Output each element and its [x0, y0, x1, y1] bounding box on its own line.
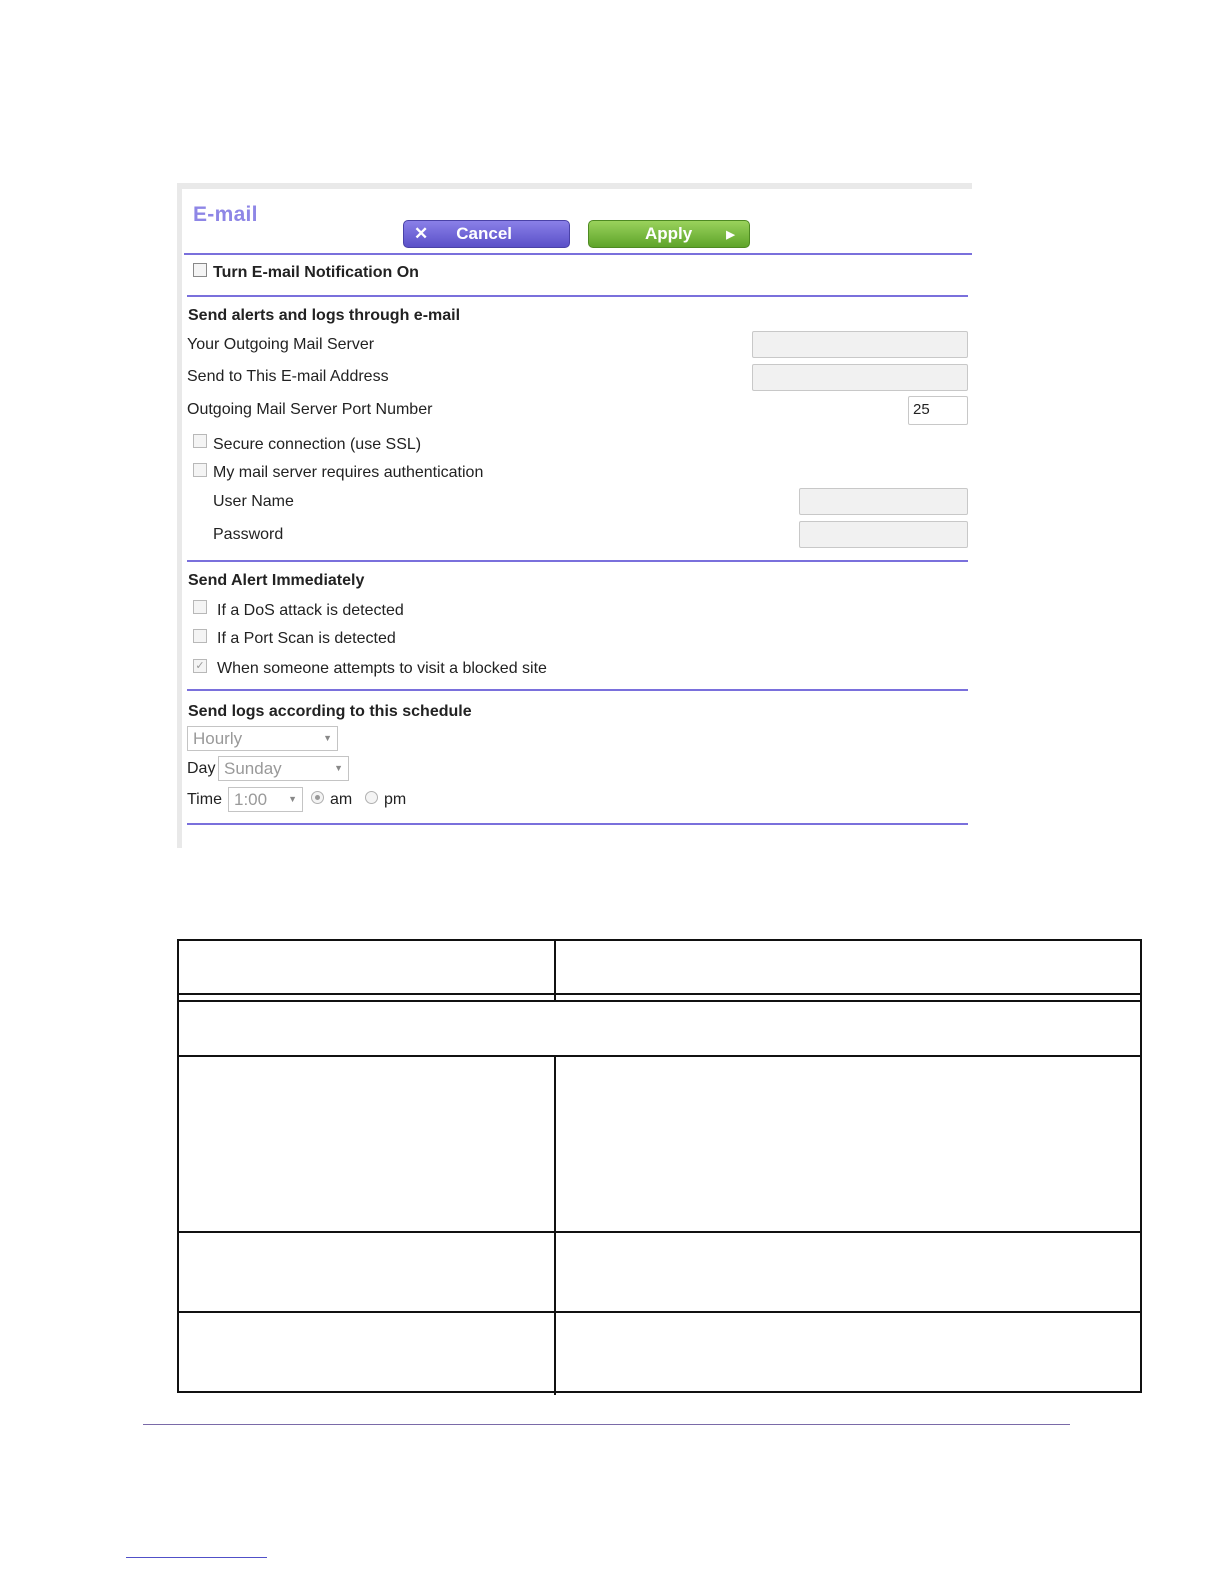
username-input[interactable] — [799, 488, 968, 515]
footer-link-underline — [126, 1557, 267, 1558]
email-notification-label: Turn E-mail Notification On — [213, 264, 419, 281]
divider — [187, 689, 968, 691]
outgoing-server-input[interactable] — [752, 331, 968, 358]
pm-label: pm — [384, 791, 407, 808]
time-select[interactable] — [228, 787, 303, 812]
ssl-checkbox[interactable] — [193, 434, 207, 448]
auth-checkbox[interactable] — [193, 463, 207, 477]
time-label: Time — [187, 791, 222, 808]
portscan-label: If a Port Scan is detected — [217, 630, 396, 647]
settings-description-table — [177, 939, 1142, 1393]
frequency-value: Hourly — [193, 729, 243, 748]
table-column-rule — [554, 1055, 556, 1395]
day-select[interactable] — [218, 756, 349, 781]
port-label: Outgoing Mail Server Port Number — [187, 401, 433, 418]
cancel-button-label: Cancel — [456, 224, 512, 243]
send-to-email-input[interactable] — [752, 364, 968, 391]
send-to-label: Send to This E-mail Address — [187, 368, 389, 385]
page-title: E-mail — [193, 203, 258, 226]
chevron-down-icon: ▼ — [323, 733, 332, 743]
outgoing-server-label: Your Outgoing Mail Server — [187, 336, 375, 353]
auth-label: My mail server requires authentication — [213, 464, 484, 481]
blocked-site-checkbox[interactable]: ✓ — [193, 659, 207, 673]
chevron-down-icon: ▼ — [288, 794, 297, 804]
close-icon: ✕ — [414, 224, 429, 243]
blocked-site-label: When someone attempts to visit a blocked site — [217, 660, 547, 677]
apply-button-label: Apply — [645, 224, 693, 243]
schedule-section-heading: Send logs according to this schedule — [188, 703, 472, 720]
divider — [187, 560, 968, 562]
ssl-label: Secure connection (use SSL) — [213, 436, 422, 453]
table-header-rule — [179, 1000, 1140, 1002]
email-settings-panel — [177, 183, 972, 848]
dos-checkbox[interactable] — [193, 600, 207, 614]
table-header-rule — [179, 993, 1140, 995]
email-notification-checkbox[interactable] — [193, 263, 207, 277]
cancel-button[interactable] — [403, 220, 570, 248]
footer-divider — [143, 1424, 1070, 1425]
table-column-rule — [554, 941, 556, 1002]
day-value: Sunday — [224, 759, 282, 778]
table-row-rule — [179, 1231, 1140, 1233]
send-section-heading: Send alerts and logs through e-mail — [188, 307, 461, 324]
am-radio[interactable] — [311, 791, 324, 804]
alert-section-heading: Send Alert Immediately — [188, 572, 365, 589]
table-row-rule — [179, 1311, 1140, 1313]
divider — [187, 295, 968, 297]
username-label: User Name — [213, 493, 294, 510]
divider — [187, 823, 968, 825]
table-row-rule — [179, 1055, 1140, 1057]
am-label: am — [330, 791, 353, 808]
frequency-select[interactable] — [187, 726, 338, 751]
password-label: Password — [213, 526, 284, 543]
dos-label: If a DoS attack is detected — [217, 602, 404, 619]
pm-radio[interactable] — [365, 791, 378, 804]
time-value: 1:00 — [234, 790, 268, 809]
apply-button[interactable] — [588, 220, 750, 248]
play-arrow-icon: ▶ — [726, 228, 735, 241]
divider — [184, 253, 972, 255]
portscan-checkbox[interactable] — [193, 629, 207, 643]
day-label: Day — [187, 760, 216, 777]
port-input[interactable]: 25 — [908, 396, 968, 425]
password-input[interactable] — [799, 521, 968, 548]
chevron-down-icon: ▼ — [334, 763, 343, 773]
